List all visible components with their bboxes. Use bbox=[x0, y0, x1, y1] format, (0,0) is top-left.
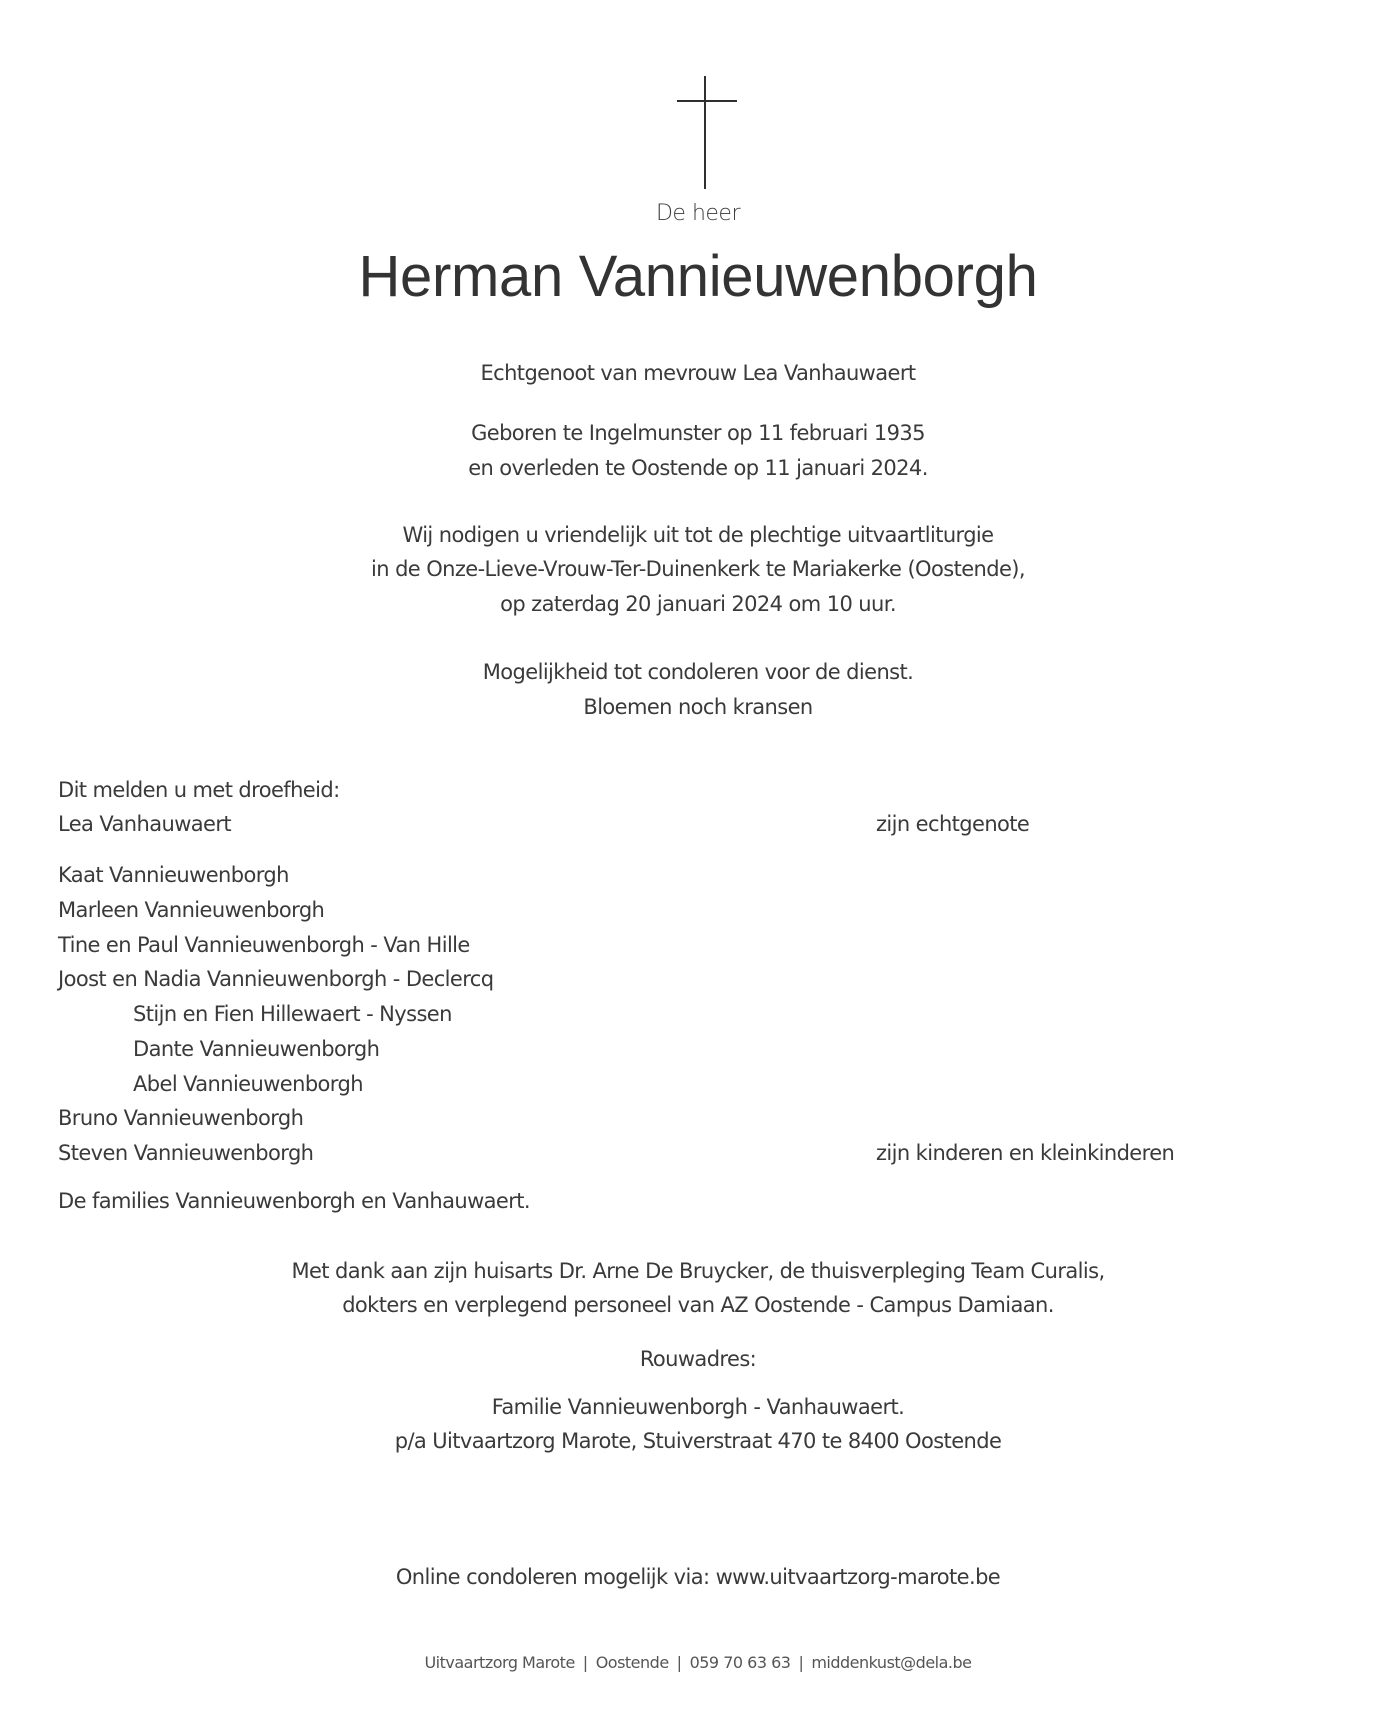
list-item: Steven Vannieuwenborgh bbox=[58, 1141, 314, 1165]
footer-separator: | bbox=[798, 1653, 804, 1672]
ceremony-line: op zaterdag 20 januari 2024 om 10 uur. bbox=[500, 592, 896, 616]
list-item: Kaat Vannieuwenborgh bbox=[58, 863, 289, 887]
thanks-line: Met dank aan zijn huisarts Dr. Arne De Bruycker, de thuisverpleging Team Curalis, bbox=[291, 1259, 1105, 1283]
list-item: Bruno Vannieuwenborgh bbox=[58, 1106, 304, 1130]
footer-city: Oostende bbox=[595, 1653, 669, 1672]
flowers-note: Bloemen noch kransen bbox=[583, 695, 813, 719]
families-line: De families Vannieuwenborgh en Vanhauwaert. bbox=[58, 1189, 530, 1213]
cross-icon-horizontal bbox=[677, 100, 737, 102]
cross-icon-vertical bbox=[704, 76, 706, 189]
list-item: Joost en Nadia Vannieuwenborgh - Declercq bbox=[58, 967, 494, 991]
footer-separator: | bbox=[582, 1653, 588, 1672]
online-condolence-text: Online condoleren mogelijk via: bbox=[395, 1565, 716, 1589]
spouse-line: Echtgenoot van mevrouw Lea Vanhauwaert bbox=[480, 361, 916, 385]
thanks-line: dokters en verplegend personeel van AZ Oostende - Campus Damiaan. bbox=[342, 1293, 1054, 1317]
list-item: Marleen Vannieuwenborgh bbox=[58, 898, 325, 922]
footer bbox=[0, 1652, 1396, 1674]
address-line: Familie Vannieuwenborgh - Vanhauwaert. bbox=[491, 1395, 905, 1419]
footer-company: Uitvaartzorg Marote bbox=[424, 1653, 575, 1672]
condolence-note: Mogelijkheid tot condoleren voor de dienst. bbox=[482, 660, 914, 684]
deceased-name: Herman Vannieuwenborgh bbox=[358, 244, 1038, 309]
online-condolence bbox=[0, 1562, 1396, 1592]
birth-line: Geboren te Ingelmunster op 11 februari 1935 bbox=[471, 421, 925, 445]
list-item-grandchild: Stijn en Fien Hillewaert - Nyssen bbox=[133, 1002, 452, 1026]
ceremony-line: Wij nodigen u vriendelijk uit tot de plechtige uitvaartliturgie bbox=[402, 523, 994, 547]
address-label: Rouwadres: bbox=[639, 1347, 757, 1371]
list-item-grandchild: Dante Vannieuwenborgh bbox=[133, 1037, 380, 1061]
spouse-name: Lea Vanhauwaert bbox=[58, 812, 232, 836]
footer-phone[interactable]: 059 70 63 63 bbox=[689, 1653, 791, 1672]
honorific-prefix: De heer bbox=[655, 201, 741, 226]
address-line: p/a Uitvaartzorg Marote, Stuiverstraat 470 te 8400 Oostende bbox=[394, 1429, 1002, 1453]
ceremony-line: in de Onze-Lieve-Vrouw-Ter-Duinenkerk te Mariakerke (Oostende), bbox=[371, 557, 1025, 581]
list-item-grandchild: Abel Vannieuwenborgh bbox=[133, 1072, 363, 1096]
announcement-heading: Dit melden u met droefheid: bbox=[58, 778, 340, 802]
death-line: en overleden te Oostende op 11 januari 2024. bbox=[468, 456, 928, 480]
condolence-website-link[interactable]: www.uitvaartzorg-marote.be bbox=[715, 1565, 1001, 1589]
spouse-relation: zijn echtgenote bbox=[876, 812, 1030, 836]
children-relation: zijn kinderen en kleinkinderen bbox=[876, 1141, 1175, 1165]
footer-separator: | bbox=[676, 1653, 682, 1672]
list-item: Tine en Paul Vannieuwenborgh - Van Hille bbox=[58, 933, 470, 957]
footer-email[interactable]: middenkust@dela.be bbox=[811, 1653, 972, 1672]
